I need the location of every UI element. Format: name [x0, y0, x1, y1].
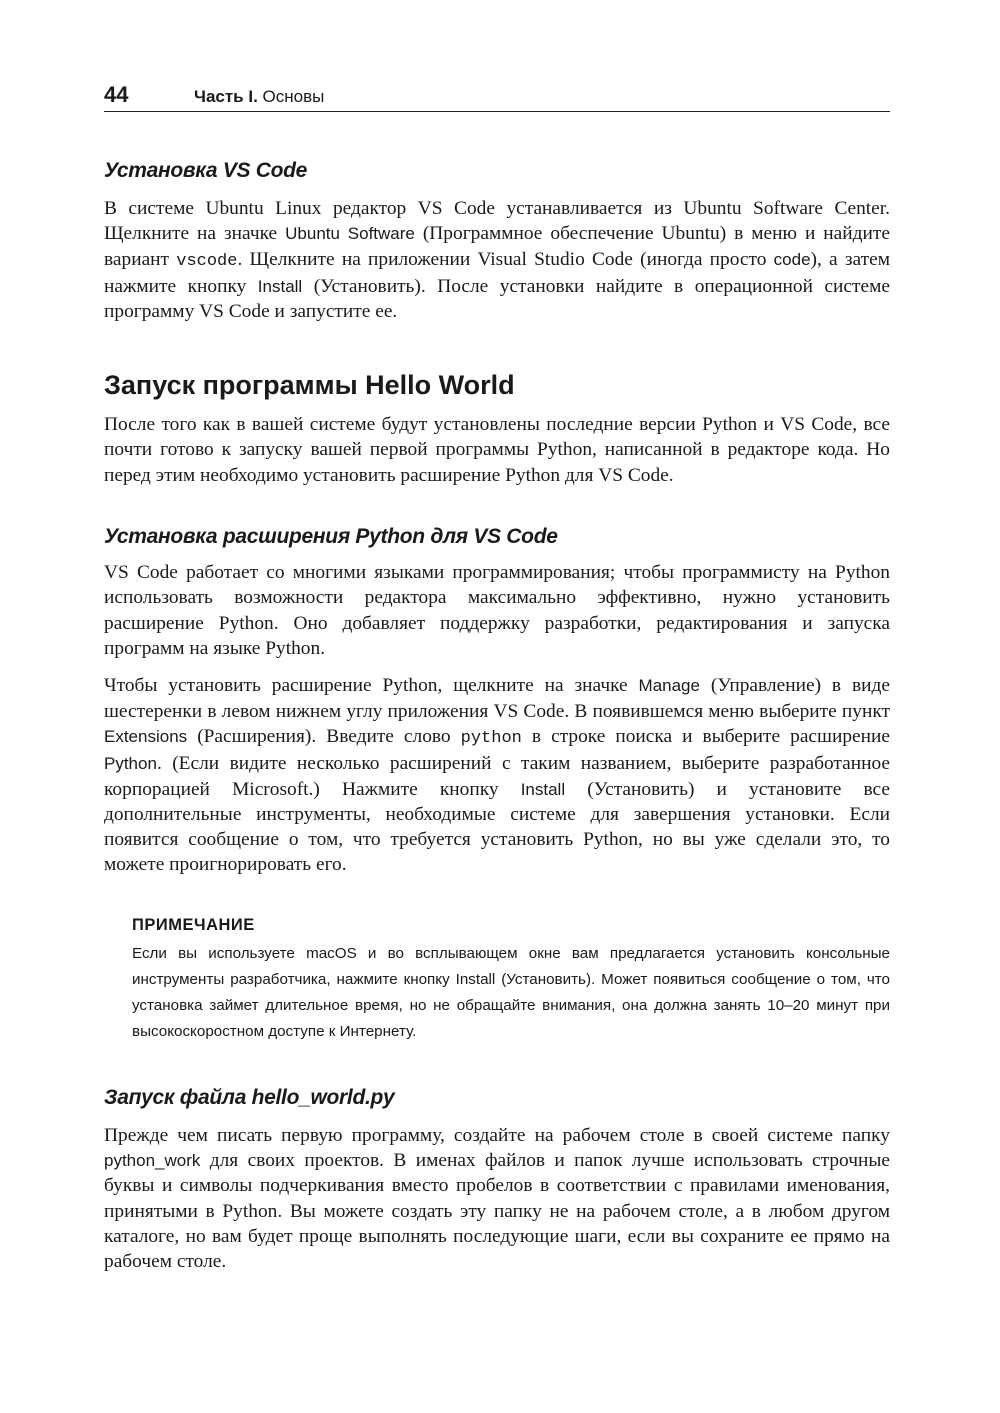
page-number: 44 [104, 82, 129, 107]
ui-term: python_work [104, 1151, 201, 1171]
paragraph-install-vscode: В системе Ubuntu Linux редактор VS Code устанавливается из Ubuntu Software Center. Щелкните на значке Ubuntu Software (Программное обеспечение Ubuntu) в меню и найдите вариант vscode. Щелкните на приложении Visual Studio Code (иногда просто code), а затем нажмите кнопку Install (Установить). После установки найдите в операционной системе программу VS Code и запустите ее. [104, 198, 890, 323]
ui-term: Manage [638, 676, 700, 696]
part-label: Часть I. [194, 87, 258, 106]
ui-term: Install [520, 779, 566, 799]
ui-term: code [773, 249, 811, 269]
paragraph-hello-world: После того как в вашей системе будут установлены последние версии Python и VS Code, все почти готово к запуску вашей первой программы Python, написанной в редакторе кода. Но перед этим необходимо установить расширение Python для VS Code. [104, 414, 890, 486]
ui-term: Python [104, 754, 157, 774]
running-title [194, 87, 324, 107]
heading-hello-world: Запуск программы Hello World [104, 369, 515, 400]
note-box [132, 916, 890, 1045]
note-title: ПРИМЕЧАНИЕ [132, 915, 255, 934]
paragraph-python-extension-2: Чтобы установить расширение Python, щелкните на значке Manage (Управление) в виде шестеренки в левом нижнем углу приложения VS Code. В появившемся меню выберите пункт Extensions (Расширения). Введите слово python в строке поиска и выберите расширение Python. (Если видите несколько расширений с таким названием, выберите разработанное корпорацией Microsoft.) Нажмите кнопку Install (Установить) и установите все дополнительные инструменты, необходимые системе для завершения установки. Если появится сообщение о том, что требуется установить Python, но вы уже сделали это, то можете проигнорировать его. [104, 675, 891, 876]
paragraph-python-extension-1: VS Code работает со многими языками программирования; чтобы программисту на Python использовать возможности редактора максимально эффективно, нужно установить расширение Python. Оно добавляет поддержку разработки, редактирования и запуска программ на языке Python. [104, 562, 890, 660]
heading-install-vscode: Установка VS Code [104, 159, 308, 182]
code-term: python [460, 728, 522, 748]
book-page [104, 0, 890, 1413]
ui-term: Install [257, 277, 303, 297]
note-text: Если вы используете macOS и во всплывающем окне вам предлагается установить консольные инструменты разработчика, нажмите кнопку Install (Установить). Может появиться сообщение о том, что установка займет длительное время, но не обращайте внимания, она должна занять 10–20 минут при высокоскоростном доступе к Интернету. [132, 944, 890, 1040]
running-head [104, 82, 890, 112]
heading-python-extension: Установка расширения Python для VS Code [104, 524, 558, 548]
code-term: vscode [176, 251, 238, 271]
ui-term: Ubuntu Software [285, 224, 415, 244]
ui-term: Extensions [104, 726, 188, 746]
heading-run-file: Запуск файла hello_world.py [104, 1085, 395, 1109]
paragraph-run-file: Прежде чем писать первую программу, создайте на рабочем столе в своей системе папку python_work для своих проектов. В именах файлов и папок лучше использовать строчные буквы и символы подчеркивания вместо пробелов в соответствии с правилами именования, принятыми в Python. Вы можете создать эту папку не на рабочем столе, а в любом другом каталоге, но вам будет проще выполнять последующие шаги, если вы сохраните ее прямо на рабочем столе. [104, 1124, 890, 1273]
part-title: Основы [262, 87, 325, 106]
